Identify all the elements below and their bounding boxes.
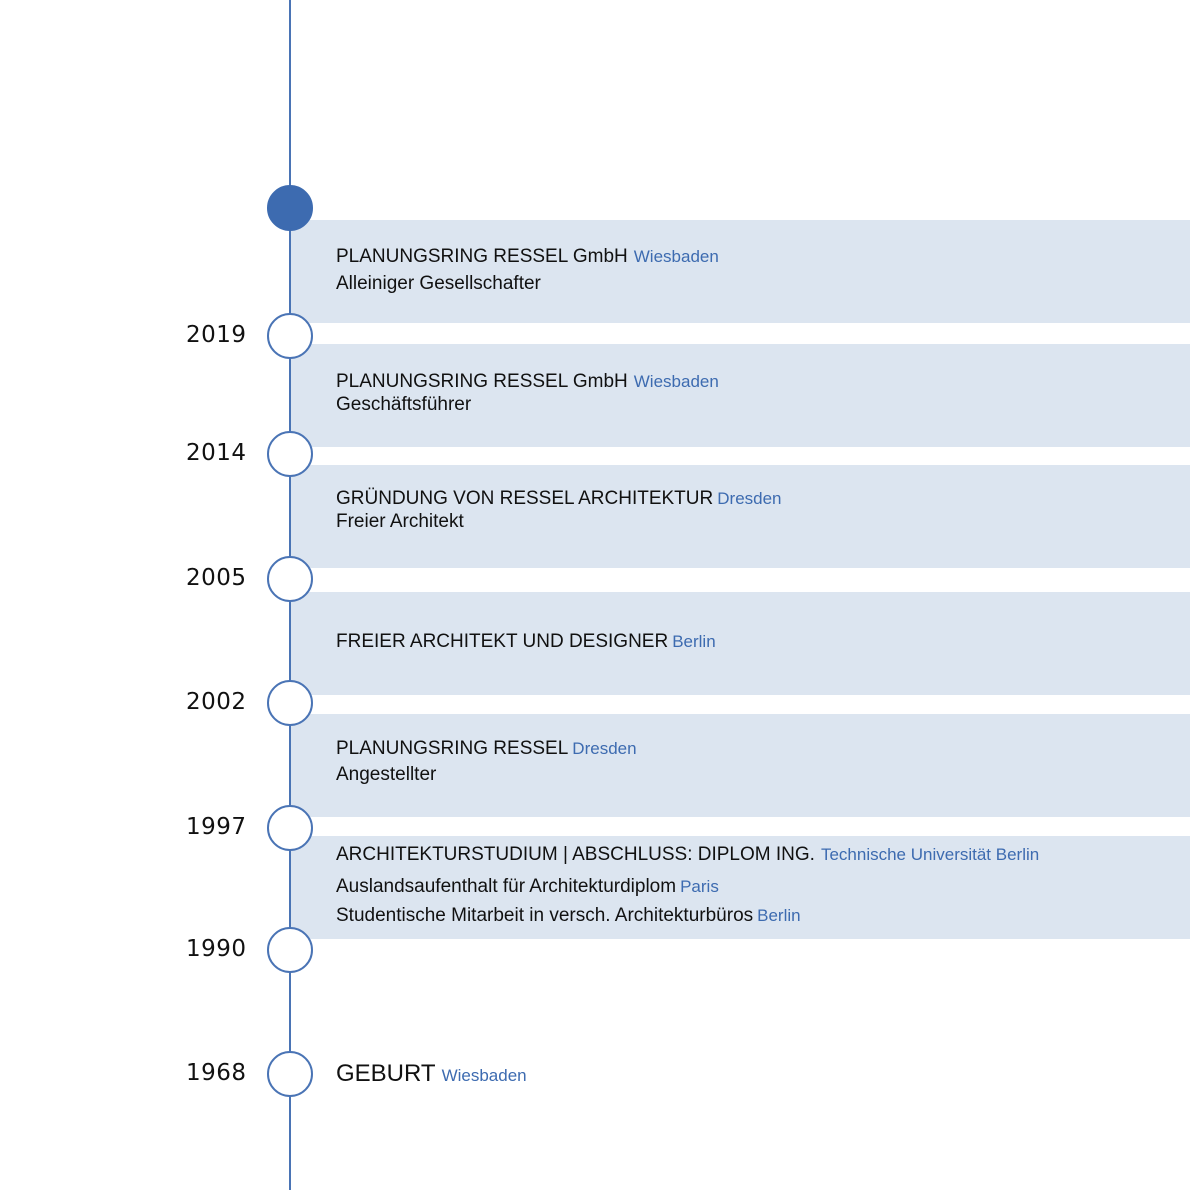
entry-subtitle: Alleiniger Gesellschafter bbox=[336, 272, 541, 294]
entry-place: Wiesbaden bbox=[441, 1066, 527, 1085]
entry-subtitle: Angestellter bbox=[336, 763, 437, 785]
timeline-entry bbox=[336, 738, 637, 787]
entry-title: PLANUNGSRING RESSEL bbox=[336, 738, 569, 759]
entry-place: Berlin bbox=[757, 905, 801, 925]
entry-place: Berlin bbox=[672, 632, 716, 651]
entry-place: Wiesbaden bbox=[633, 247, 719, 266]
year-marker-1990 bbox=[267, 927, 313, 973]
entry-title: PLANUNGSRING RESSEL GmbH bbox=[336, 246, 628, 267]
entry-title: GRÜNDUNG VON RESSEL ARCHITEKTUR bbox=[336, 488, 714, 509]
current-marker-dot bbox=[267, 185, 313, 231]
timeline-entry bbox=[336, 631, 716, 654]
year-label: 2014 bbox=[186, 440, 247, 466]
year-marker-2014 bbox=[267, 431, 313, 477]
year-label: 1997 bbox=[186, 814, 247, 840]
year-label: 1968 bbox=[186, 1060, 247, 1086]
timeline-entry bbox=[336, 1060, 527, 1089]
timeline-entry bbox=[336, 844, 1039, 927]
year-marker-1968 bbox=[267, 1051, 313, 1097]
year-label: 2019 bbox=[186, 322, 247, 348]
year-marker-2002 bbox=[267, 680, 313, 726]
year-label: 2005 bbox=[186, 565, 247, 591]
entry-subtitle: Freier Architekt bbox=[336, 510, 464, 532]
entry-title: GEBURT bbox=[336, 1060, 436, 1087]
entry-title: ARCHITEKTURSTUDIUM | ABSCHLUSS: DIPLOM ING. bbox=[336, 844, 815, 865]
entry-title: PLANUNGSRING RESSEL GmbH bbox=[336, 371, 628, 392]
year-label: 2002 bbox=[186, 689, 247, 715]
year-marker-1997 bbox=[267, 805, 313, 851]
entry-place: Dresden bbox=[572, 739, 637, 758]
entry-subtitle: Geschäftsführer bbox=[336, 393, 472, 415]
entry-title: FREIER ARCHITEKT UND DESIGNER bbox=[336, 631, 669, 652]
timeline-entry bbox=[336, 246, 719, 296]
entry-detail: Studentische Mitarbeit in versch. Architekturbüros bbox=[336, 904, 754, 926]
year-marker-2019 bbox=[267, 313, 313, 359]
entry-place: Paris bbox=[680, 876, 719, 896]
year-marker-2005 bbox=[267, 556, 313, 602]
entry-place: Technische Universität Berlin bbox=[820, 845, 1040, 864]
entry-place: Dresden bbox=[717, 489, 782, 508]
year-label: 1990 bbox=[186, 936, 247, 962]
entry-place: Wiesbaden bbox=[633, 372, 719, 391]
entry-detail: Auslandsaufenthalt für Architekturdiplom bbox=[336, 875, 677, 897]
timeline-entry bbox=[336, 371, 719, 417]
timeline-entry bbox=[336, 488, 782, 534]
